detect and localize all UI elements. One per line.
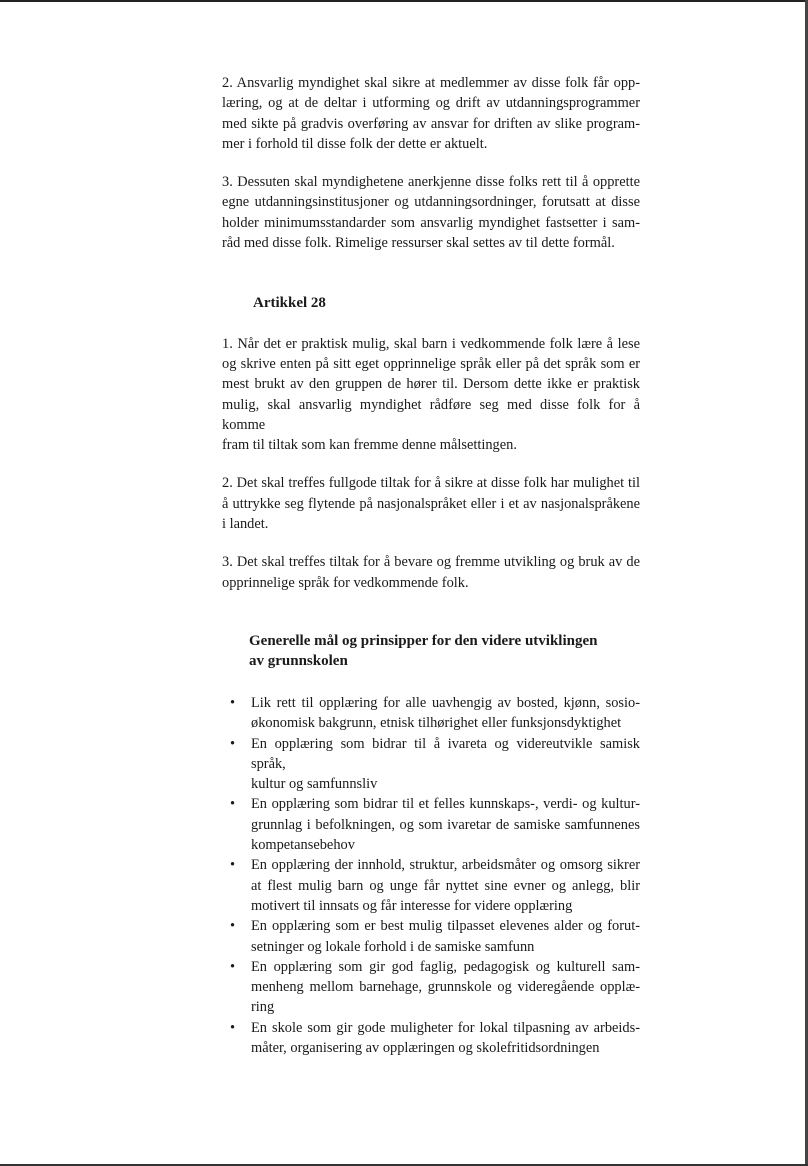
text-line: råd med disse folk. Rimelige ressurser skal settes av til dette formål. (222, 235, 615, 252)
text-line: setninger og lokale forhold i de samiske samfunn (251, 938, 535, 955)
article-section (222, 334, 640, 593)
article-paragraph-2 (222, 473, 640, 534)
text-line: kompetansebehov (251, 837, 355, 854)
text-line: En opplæring der innhold, struktur, arbeidsmåter og omsorg sikrer (251, 857, 640, 874)
bullet-icon: • (230, 918, 236, 935)
article-heading: Artikkel 28 (253, 295, 326, 312)
goal-list-item (222, 693, 640, 734)
text-line: og skrive enten på sitt eget opprinnelige språk eller på det språk som er (222, 355, 640, 372)
text-line: grunnlag i befolkningen, og som ivaretar de samiske samfunnenes (251, 816, 640, 833)
text-line: læring, og at de deltar i utforming og drift av utdanningsprogrammer (222, 95, 640, 112)
bullet-icon: • (230, 735, 236, 752)
text-line: menheng mellom barnehage, grunnskole og videregående opplæ- (251, 979, 640, 996)
text-line: 3. Det skal treffes tiltak for å bevare og fremme utvikling og bruk av de (222, 554, 640, 571)
article-paragraph-3 (222, 552, 640, 593)
goals-list (222, 693, 640, 1058)
bullet-icon: • (230, 796, 236, 813)
text-line: En opplæring som gir god faglig, pedagogisk og kulturell sam- (251, 958, 640, 975)
text-line: Lik rett til opplæring for alle uavhengig av bosted, kjønn, sosio- (251, 694, 640, 711)
intro-paragraph-1 (222, 73, 640, 154)
text-line: En opplæring som er best mulig tilpasset elevenes alder og forut- (251, 918, 640, 935)
text-line: med sikte på gradvis overføring av ansvar for driften av slike program- (222, 115, 640, 132)
text-line: i landet. (222, 516, 269, 533)
text-line: at flest mulig barn og unge får nyttet sine evner og anlegg, blir (251, 877, 640, 894)
scan-top-edge (0, 0, 808, 2)
text-line: 1. Når det er praktisk mulig, skal barn i vedkommende folk lære å lese (222, 335, 640, 352)
goal-list-item (222, 957, 640, 1018)
text-line: mest brukt av den gruppen de hører til. Dersom dette ikke er praktisk (222, 376, 640, 393)
goal-list-item (222, 916, 640, 957)
text-line: 2. Ansvarlig myndighet skal sikre at medlemmer av disse folk får opp- (222, 75, 640, 91)
document-page (222, 73, 640, 1058)
text-line: motivert til innsats og får interesse for videre opplæring (251, 897, 573, 914)
text-line: opprinnelige språk for vedkommende folk. (222, 574, 469, 591)
text-line: økonomisk bakgrunn, etnisk tilhørighet eller funksjonsdyktighet (251, 715, 622, 732)
intro-section (222, 73, 640, 253)
text-line: mer i forhold til disse folk der dette er aktuelt. (222, 135, 488, 152)
goal-list-item (222, 794, 640, 855)
text-line: ring (251, 999, 275, 1016)
goals-heading (249, 631, 640, 671)
bullet-icon: • (230, 958, 236, 975)
text-line: 3. Dessuten skal myndighetene anerkjenne disse folks rett til å opprette (222, 174, 640, 191)
bullet-icon: • (230, 694, 236, 711)
text-line: mulig, skal ansvarlig myndighet rådføre seg med disse folk for å komme (222, 396, 640, 433)
text-line: egne utdanningsinstitusjoner og utdanningsordninger, forutsatt at disse (222, 194, 640, 211)
goal-list-item (222, 1018, 640, 1059)
goals-heading-line: av grunnskolen (249, 652, 348, 669)
text-line: måter, organisering av opplæringen og skolefritidsordningen (251, 1039, 600, 1056)
intro-paragraph-2 (222, 172, 640, 253)
text-line: En skole som gir gode muligheter for lokal tilpasning av arbeids- (251, 1019, 640, 1036)
goal-list-item (222, 855, 640, 916)
text-line: kultur og samfunnsliv (251, 776, 378, 793)
text-line: 2. Det skal treffes fullgode tiltak for å sikre at disse folk har mulighet til (222, 475, 640, 492)
goal-list-item (222, 734, 640, 795)
text-line: holder minimumsstandarder som ansvarlig myndighet fastsetter i sam- (222, 214, 640, 231)
text-line: å uttrykke seg flytende på nasjonalspråket eller i et av nasjonalspråkene (222, 495, 640, 512)
text-line: fram til tiltak som kan fremme denne målsettingen. (222, 437, 517, 454)
text-line: En opplæring som bidrar til et felles kunnskaps-, verdi- og kultur- (251, 796, 640, 813)
bullet-icon: • (230, 857, 236, 874)
article-paragraph-1 (222, 334, 640, 456)
text-line: En opplæring som bidrar til å ivareta og videreutvikle samisk språk, (251, 735, 640, 772)
goals-heading-line: Generelle mål og prinsipper for den videre utviklingen (249, 632, 598, 649)
bullet-icon: • (230, 1019, 236, 1036)
